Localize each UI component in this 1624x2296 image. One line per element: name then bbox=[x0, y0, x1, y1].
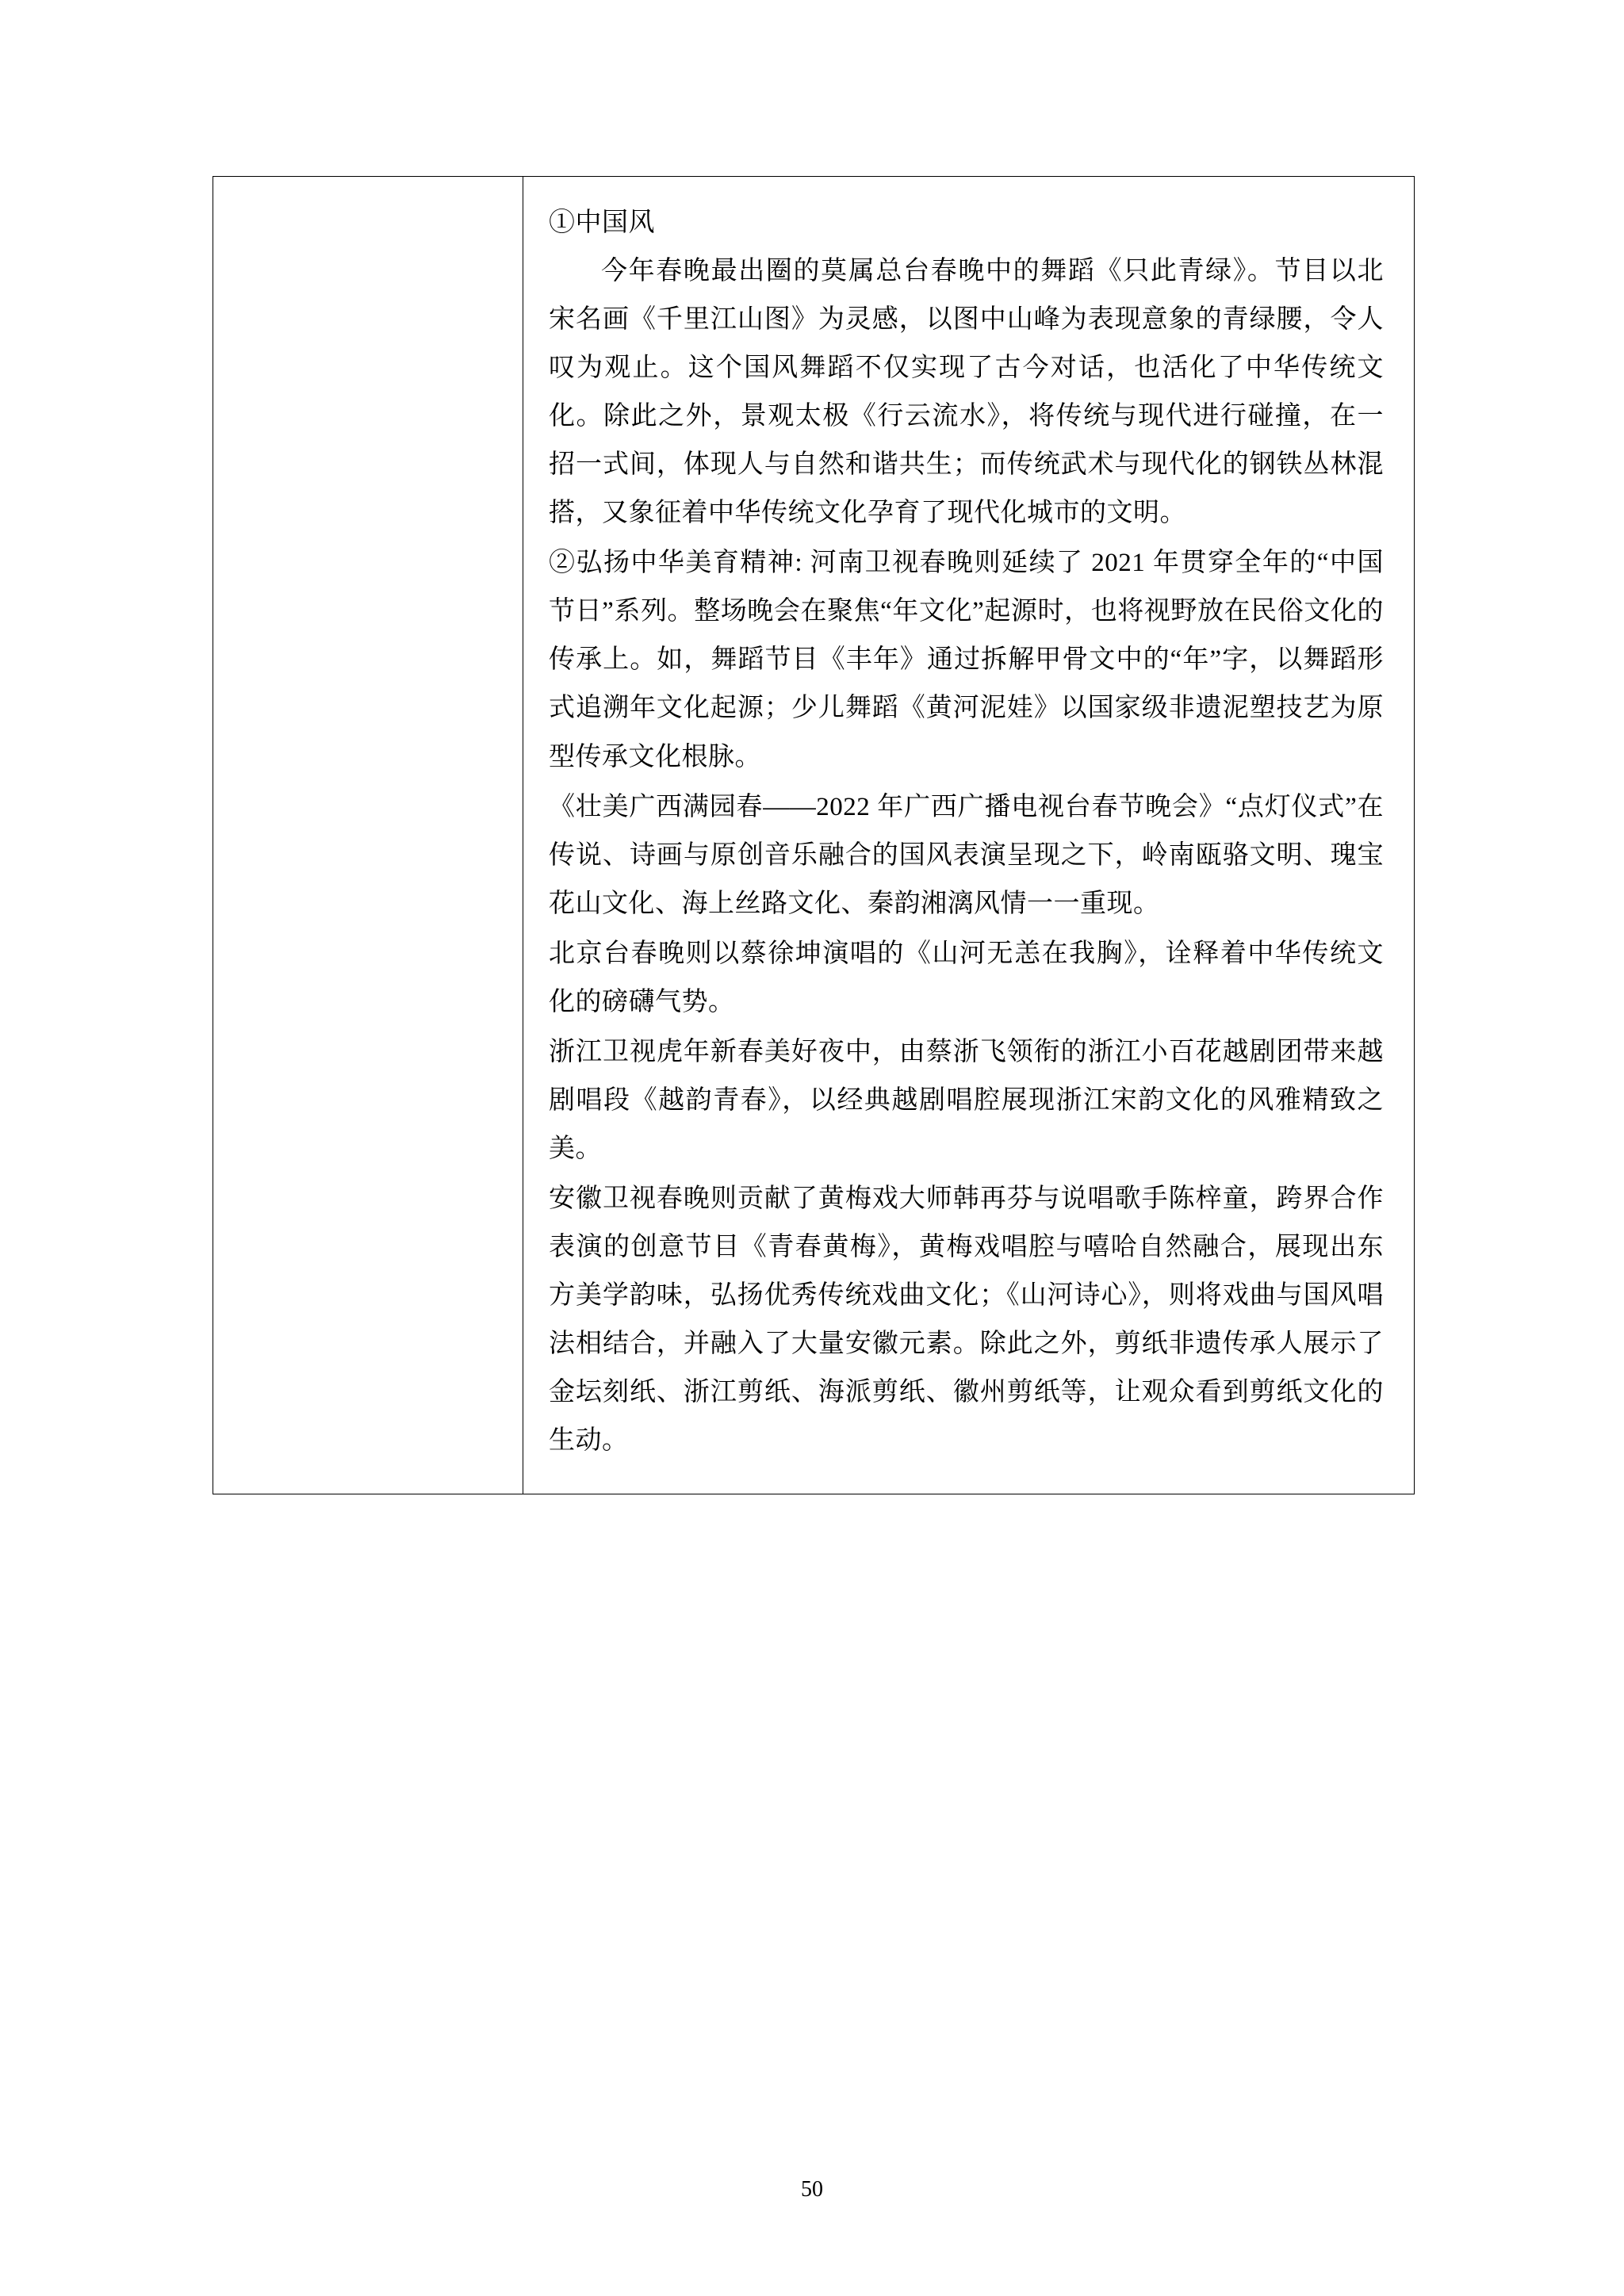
table-cell-left bbox=[213, 177, 523, 1494]
paragraph-body-2: 《壮美广西满园春——2022 年广西广播电视台春节晚会》“点灯仪式”在传说、诗画与原创音乐融合的国风表演呈现之下，岭南瓯骆文明、瑰宝花山文化、海上丝路文化、秦韵湘漓风情一一重现。 bbox=[549, 792, 1384, 918]
table-cell-right bbox=[523, 177, 1415, 1494]
paragraph-body-3: 北京台春晚则以蔡徐坤演唱的《山河无恙在我胸》，诠释着中华传统文化的磅礴气势。 bbox=[549, 939, 1384, 1016]
paragraph-heading-1: ①中国风 bbox=[549, 209, 655, 237]
paragraph-body-1: 今年春晚最出圈的莫属总台春晚中的舞蹈《只此青绿》。节目以北宋名画《千里江山图》为灵感，以图中山峰为表现意象的青绿腰，令人叹为观止。这个国风舞蹈不仅实现了古今对话，也活化了中华传统文化。除此之外，景观太极《行云流水》，将传统与现代进行碰撞，在一招一式间，体现人与自然和谐共生；而传统武术与现代化的钢铁丛林混搭，又象征着中华传统文化孕育了现代化城市的文明。 bbox=[549, 257, 1384, 528]
content-table bbox=[213, 176, 1415, 1494]
paragraph-body-5: 安徽卫视春晚则贡献了黄梅戏大师韩再芬与说唱歌手陈梓童，跨界合作表演的创意节目《青春黄梅》，黄梅戏唱腔与嘻哈自然融合，展现出东方美学韵味，弘扬优秀传统戏曲文化；《山河诗心》，则将戏曲与国风唱法相结合，并融入了大量安徽元素。除此之外，剪纸非遗传承人展示了金坛刻纸、浙江剪纸、海派剪纸、徽州剪纸等，让观众看到剪纸文化的生动。 bbox=[549, 1184, 1384, 1456]
paragraph-heading-2: ②弘扬中华美育精神: 河南卫视春晚则延续了 2021 年贯穿全年的“中国节日”系列。整场晚会在聚焦“年文化”起源时，也将视野放在民俗文化的传承上。如，舞蹈节目《丰年》通过拆解甲骨文中的“年”字，以舞蹈形式追溯年文化起源；少儿舞蹈《黄河泥娃》以国家级非遗泥塑技艺为原型传承文化根脉。 bbox=[549, 549, 1384, 771]
page-number: 50 bbox=[801, 2177, 823, 2202]
table-row bbox=[213, 177, 1415, 1494]
paragraph-body-4: 浙江卫视虎年新春美好夜中，由蔡浙飞领衔的浙江小百花越剧团带来越剧唱段《越韵青春》，以经典越剧唱腔展现浙江宋韵文化的风雅精致之美。 bbox=[549, 1037, 1384, 1163]
